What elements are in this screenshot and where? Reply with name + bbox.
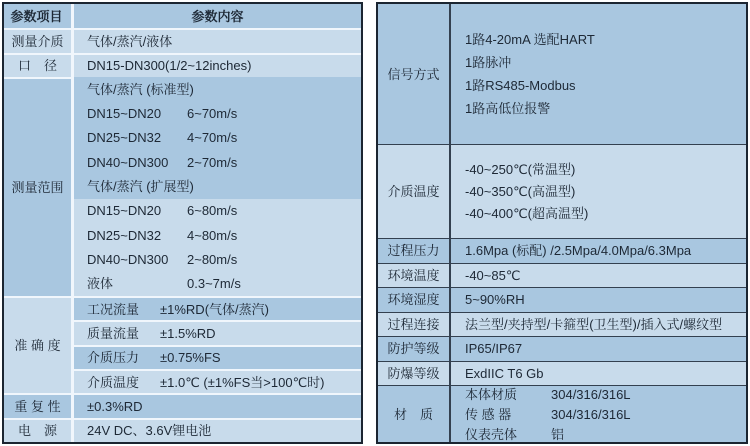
value-ambient-temperature: -40~85℃ [451, 263, 746, 288]
left-header-param-name: 参数项目 [4, 4, 74, 28]
range-speed: 4~70m/s [187, 130, 238, 146]
range-speed: 2~80m/s [187, 251, 238, 267]
value-material [451, 385, 746, 442]
range-size: DN40~DN300 [87, 154, 169, 170]
accuracy-row [74, 320, 361, 344]
value-process-pressure: 1.6Mpa (标配) /2.5Mpa/4.0Mpa/6.3Mpa [451, 238, 746, 263]
material-row [465, 387, 631, 402]
accuracy-item: 介质温度 [87, 374, 140, 390]
range-size: DN15~DN20 [87, 203, 162, 219]
range-row [74, 223, 361, 247]
signal-line: 1路脉冲 [465, 55, 512, 70]
accuracy-value: ±0.75%FS [160, 350, 221, 366]
medium-temp-line: -40~400℃(超高温型) [465, 206, 589, 221]
range-speed: 4~80m/s [187, 227, 238, 243]
spec-table-left [2, 2, 363, 444]
label-accuracy: 准 确 度 [4, 296, 74, 393]
range-row [74, 247, 361, 271]
medium-temp-line: -40~350℃(高温型) [465, 184, 576, 199]
accuracy-row [74, 296, 361, 320]
range-speed: 2~70m/s [187, 154, 238, 170]
label-signal-type: 信号方式 [378, 4, 451, 144]
left-header-param-content: 参数内容 [74, 4, 361, 28]
value-power: 24V DC、3.6V锂电池 [74, 418, 361, 442]
label-process-connection: 过程连接 [378, 312, 451, 337]
material-item: 本体材质 [465, 386, 518, 402]
value-process-connection: 法兰型/夹持型/卡箍型(卫生型)/插入式/螺纹型 [451, 312, 746, 337]
signal-line: 1路高低位报警 [465, 101, 551, 116]
value-explosion-rating: ExdIIC T6 Gb [451, 361, 746, 386]
label-material: 材 质 [378, 385, 451, 442]
range-row [74, 101, 361, 125]
range-speed: 0.3~7m/s [187, 276, 241, 292]
value-ambient-humidity: 5~90%RH [451, 287, 746, 312]
material-row [465, 407, 631, 422]
label-medium-temperature: 介质温度 [378, 144, 451, 238]
accuracy-row [74, 369, 361, 393]
range-speed: 6~80m/s [187, 203, 238, 219]
range-size: DN25~DN32 [87, 227, 162, 243]
range-size: DN40~DN300 [87, 251, 169, 267]
material-row [465, 427, 564, 442]
signal-line: 1路RS485-Modbus [465, 78, 576, 93]
range-row [74, 150, 361, 174]
material-value: 304/316/316L [551, 386, 631, 402]
accuracy-value: ±1.0℃ (±1%FS当>100℃时) [160, 374, 325, 390]
accuracy-item: 介质压力 [87, 350, 140, 366]
label-measuring-range: 测量范围 [4, 77, 74, 296]
accuracy-item: 质量流量 [87, 325, 140, 341]
value-measuring-medium: 气体/蒸汽/液体 [74, 28, 361, 52]
label-measuring-medium: 测量介质 [4, 28, 74, 52]
label-diameter: 口 径 [4, 53, 74, 77]
range-row-liquid [74, 272, 361, 296]
range-row-gas-extended: 气体/蒸汽 (扩展型) [74, 174, 361, 198]
accuracy-item: 工况流量 [87, 301, 140, 317]
accuracy-value: ±1%RD(气体/蒸汽) [160, 301, 269, 317]
accuracy-row [74, 345, 361, 369]
range-size: DN15~DN20 [87, 105, 162, 121]
range-size: DN25~DN32 [87, 130, 162, 146]
material-value: 铝 [551, 426, 565, 442]
range-row [74, 126, 361, 150]
label-ambient-humidity: 环境湿度 [378, 287, 451, 312]
material-value: 304/316/316L [551, 406, 631, 422]
range-row-gas-standard: 气体/蒸汽 (标准型) [74, 77, 361, 101]
material-item: 仪表壳体 [465, 426, 518, 442]
value-medium-temperature [451, 144, 746, 238]
label-repeatability: 重 复 性 [4, 393, 74, 417]
range-speed: 6~70m/s [187, 105, 238, 121]
label-protection-rating: 防护等级 [378, 336, 451, 361]
label-power: 电 源 [4, 418, 74, 442]
material-item: 传 感 器 [465, 406, 512, 422]
value-repeatability: ±0.3%RD [74, 393, 361, 417]
value-protection-rating: IP65/IP67 [451, 336, 746, 361]
label-explosion-rating: 防爆等级 [378, 361, 451, 386]
value-diameter: DN15-DN300(1/2~12inches) [74, 53, 361, 77]
value-signal-type [451, 4, 746, 144]
range-size: 液体 [87, 276, 114, 292]
label-ambient-temperature: 环境温度 [378, 263, 451, 288]
label-process-pressure: 过程压力 [378, 238, 451, 263]
accuracy-value: ±1.5%RD [160, 325, 216, 341]
signal-line: 1路4-20mA 选配HART [465, 32, 595, 47]
range-row [74, 199, 361, 223]
medium-temp-line: -40~250℃(常温型) [465, 162, 576, 177]
spec-table-right [376, 2, 748, 444]
